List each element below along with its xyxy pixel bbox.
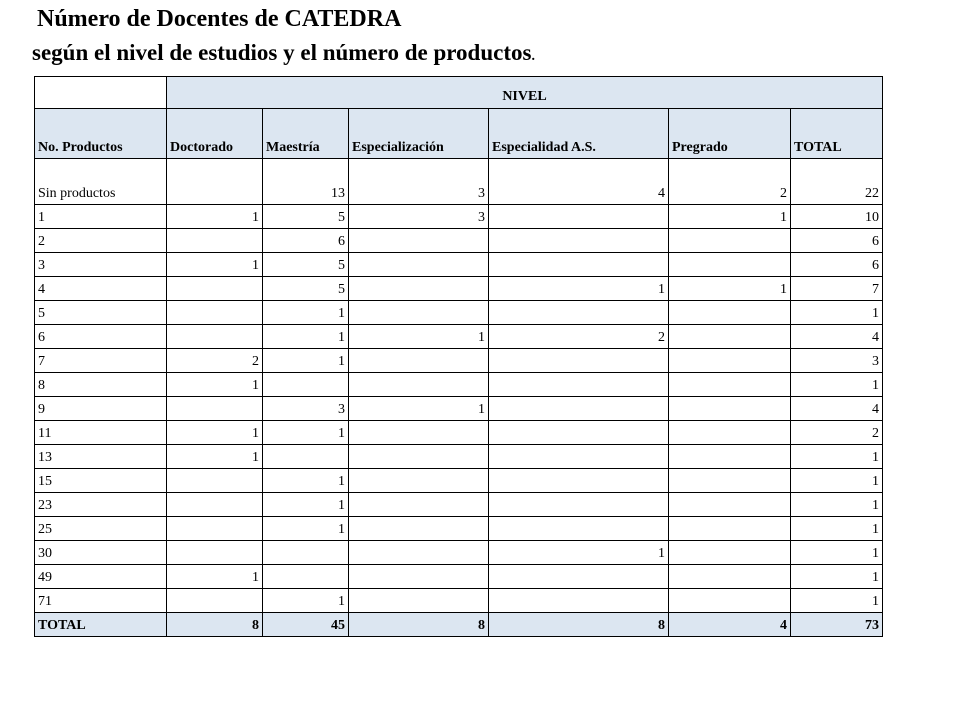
table-cell: 1: [791, 469, 883, 493]
total-label-cell: TOTAL: [35, 613, 167, 637]
row-label-cell: 25: [35, 517, 167, 541]
table-cell: [489, 421, 669, 445]
table-cell: [669, 541, 791, 565]
table-cell: 10: [791, 205, 883, 229]
table-cell: [167, 159, 263, 205]
table-cell: 7: [791, 277, 883, 301]
row-label-cell: 2: [35, 229, 167, 253]
table-cell: [489, 517, 669, 541]
corner-cell: [35, 77, 167, 109]
table-cell: [669, 397, 791, 421]
table-cell: 1: [349, 397, 489, 421]
table-cell: 3: [791, 349, 883, 373]
nivel-header: NIVEL: [167, 77, 883, 109]
table-cell: [167, 589, 263, 613]
subtitle-text: según el nivel de estudios y el número de productos: [32, 40, 532, 65]
table-cell: 1: [167, 373, 263, 397]
table-cell: [349, 589, 489, 613]
table-cell: 1: [263, 325, 349, 349]
table-cell: [263, 445, 349, 469]
total-cell: 8: [489, 613, 669, 637]
table-cell: 1: [791, 373, 883, 397]
table-cell: [669, 421, 791, 445]
row-label-cell: 6: [35, 325, 167, 349]
row-label-cell: 13: [35, 445, 167, 469]
subtitle-period: .: [531, 49, 535, 64]
table-row: [35, 277, 883, 301]
column-header: Doctorado: [167, 109, 263, 159]
table-cell: [349, 349, 489, 373]
column-header: TOTAL: [791, 109, 883, 159]
table-cell: 2: [669, 159, 791, 205]
table-cell: [489, 565, 669, 589]
table-cell: [167, 277, 263, 301]
table-cell: 1: [791, 517, 883, 541]
table-cell: [349, 517, 489, 541]
table-cell: [669, 445, 791, 469]
table-cell: [669, 589, 791, 613]
table-row: [35, 421, 883, 445]
table-cell: [349, 253, 489, 277]
table-cell: [489, 469, 669, 493]
table-row: [35, 397, 883, 421]
table-cell: 1: [263, 421, 349, 445]
page-title: Número de Docentes de CATEDRA: [37, 6, 402, 32]
table-cell: [263, 373, 349, 397]
table-row: [35, 493, 883, 517]
table-cell: [669, 301, 791, 325]
table-cell: [349, 229, 489, 253]
table-cell: 6: [791, 253, 883, 277]
table-cell: 6: [263, 229, 349, 253]
table-cell: 1: [263, 517, 349, 541]
row-label-cell: 71: [35, 589, 167, 613]
table-cell: [167, 397, 263, 421]
table-cell: 1: [263, 469, 349, 493]
table-cell: [489, 253, 669, 277]
row-label-cell: 49: [35, 565, 167, 589]
table-cell: 4: [489, 159, 669, 205]
table-cell: 2: [791, 421, 883, 445]
total-cell: 8: [167, 613, 263, 637]
table-cell: [669, 565, 791, 589]
table-cell: [349, 469, 489, 493]
table-cell: 5: [263, 205, 349, 229]
table-cell: [349, 541, 489, 565]
row-label-cell: 1: [35, 205, 167, 229]
productos-table: [34, 76, 883, 637]
table-cell: [349, 421, 489, 445]
table-cell: 1: [791, 493, 883, 517]
column-header: Pregrado: [669, 109, 791, 159]
table-cell: [489, 301, 669, 325]
table-cell: 1: [791, 541, 883, 565]
table-cell: [669, 349, 791, 373]
table-cell: 1: [489, 277, 669, 301]
table-cell: [167, 493, 263, 517]
table-row: [35, 373, 883, 397]
table-cell: 5: [263, 253, 349, 277]
table-cell: [167, 301, 263, 325]
table-cell: 1: [489, 541, 669, 565]
table-cell: 1: [791, 301, 883, 325]
table-cell: [669, 325, 791, 349]
table-cell: 2: [489, 325, 669, 349]
total-cell: 4: [669, 613, 791, 637]
table-cell: 6: [791, 229, 883, 253]
table-cell: [263, 565, 349, 589]
table-cell: 1: [167, 565, 263, 589]
table-cell: 5: [263, 277, 349, 301]
table-cell: [669, 469, 791, 493]
table-cell: 4: [791, 325, 883, 349]
table-cell: 1: [167, 253, 263, 277]
table-cell: [167, 325, 263, 349]
table-cell: 3: [349, 159, 489, 205]
table-row: [35, 589, 883, 613]
row-label-cell: 11: [35, 421, 167, 445]
table-cell: 1: [791, 589, 883, 613]
table-cell: 1: [791, 565, 883, 589]
table-cell: 1: [263, 301, 349, 325]
table-cell: 3: [263, 397, 349, 421]
total-row: [35, 613, 883, 637]
total-cell: 45: [263, 613, 349, 637]
table-row: [35, 517, 883, 541]
column-header-row: [35, 109, 883, 159]
total-cell: 8: [349, 613, 489, 637]
table-cell: 3: [349, 205, 489, 229]
table-row: [35, 349, 883, 373]
page-subtitle: [32, 40, 535, 66]
table-cell: [489, 205, 669, 229]
table-row: [35, 325, 883, 349]
table-row: [35, 469, 883, 493]
table-cell: 13: [263, 159, 349, 205]
table-cell: [349, 445, 489, 469]
table-cell: [489, 229, 669, 253]
row-label-cell: 4: [35, 277, 167, 301]
total-cell: 73: [791, 613, 883, 637]
table-cell: 1: [349, 325, 489, 349]
table-cell: [489, 493, 669, 517]
table-cell: [349, 301, 489, 325]
table-body: [35, 77, 883, 637]
table-cell: 1: [263, 589, 349, 613]
row-label-cell: 3: [35, 253, 167, 277]
table-cell: [489, 445, 669, 469]
table-cell: 1: [791, 445, 883, 469]
table-cell: [167, 469, 263, 493]
row-label-cell: 15: [35, 469, 167, 493]
table-cell: 1: [167, 421, 263, 445]
table-cell: [669, 493, 791, 517]
table-cell: [349, 277, 489, 301]
table-cell: [669, 373, 791, 397]
table-cell: 1: [669, 205, 791, 229]
row-label-cell: 7: [35, 349, 167, 373]
row-label-cell: 23: [35, 493, 167, 517]
table-cell: 2: [167, 349, 263, 373]
table-cell: 1: [167, 445, 263, 469]
table-row: [35, 229, 883, 253]
table-cell: 1: [263, 349, 349, 373]
row-label-cell: 30: [35, 541, 167, 565]
table-cell: [167, 517, 263, 541]
column-header: Especialización: [349, 109, 489, 159]
table-cell: [669, 253, 791, 277]
table-cell: 1: [669, 277, 791, 301]
table-cell: [167, 541, 263, 565]
table-cell: [669, 229, 791, 253]
table-cell: [669, 517, 791, 541]
table-cell: [489, 397, 669, 421]
row-label-cell: 9: [35, 397, 167, 421]
row-label-cell: Sin productos: [35, 159, 167, 205]
table-row: [35, 541, 883, 565]
table-cell: 4: [791, 397, 883, 421]
table-cell: [489, 589, 669, 613]
table-row: [35, 565, 883, 589]
table-cell: [489, 349, 669, 373]
table-cell: [167, 229, 263, 253]
table-row: [35, 205, 883, 229]
table-cell: [263, 541, 349, 565]
group-header-row: [35, 77, 883, 109]
column-header: Especialidad A.S.: [489, 109, 669, 159]
table-row: [35, 253, 883, 277]
table-cell: [349, 565, 489, 589]
table-cell: [489, 373, 669, 397]
table-cell: [349, 493, 489, 517]
column-header: Maestría: [263, 109, 349, 159]
table-row: [35, 445, 883, 469]
column-header: No. Productos: [35, 109, 167, 159]
table-cell: 1: [263, 493, 349, 517]
table-row: [35, 301, 883, 325]
table-cell: [349, 373, 489, 397]
table-cell: 22: [791, 159, 883, 205]
table-cell: 1: [167, 205, 263, 229]
table-row: [35, 159, 883, 205]
row-label-cell: 8: [35, 373, 167, 397]
row-label-cell: 5: [35, 301, 167, 325]
